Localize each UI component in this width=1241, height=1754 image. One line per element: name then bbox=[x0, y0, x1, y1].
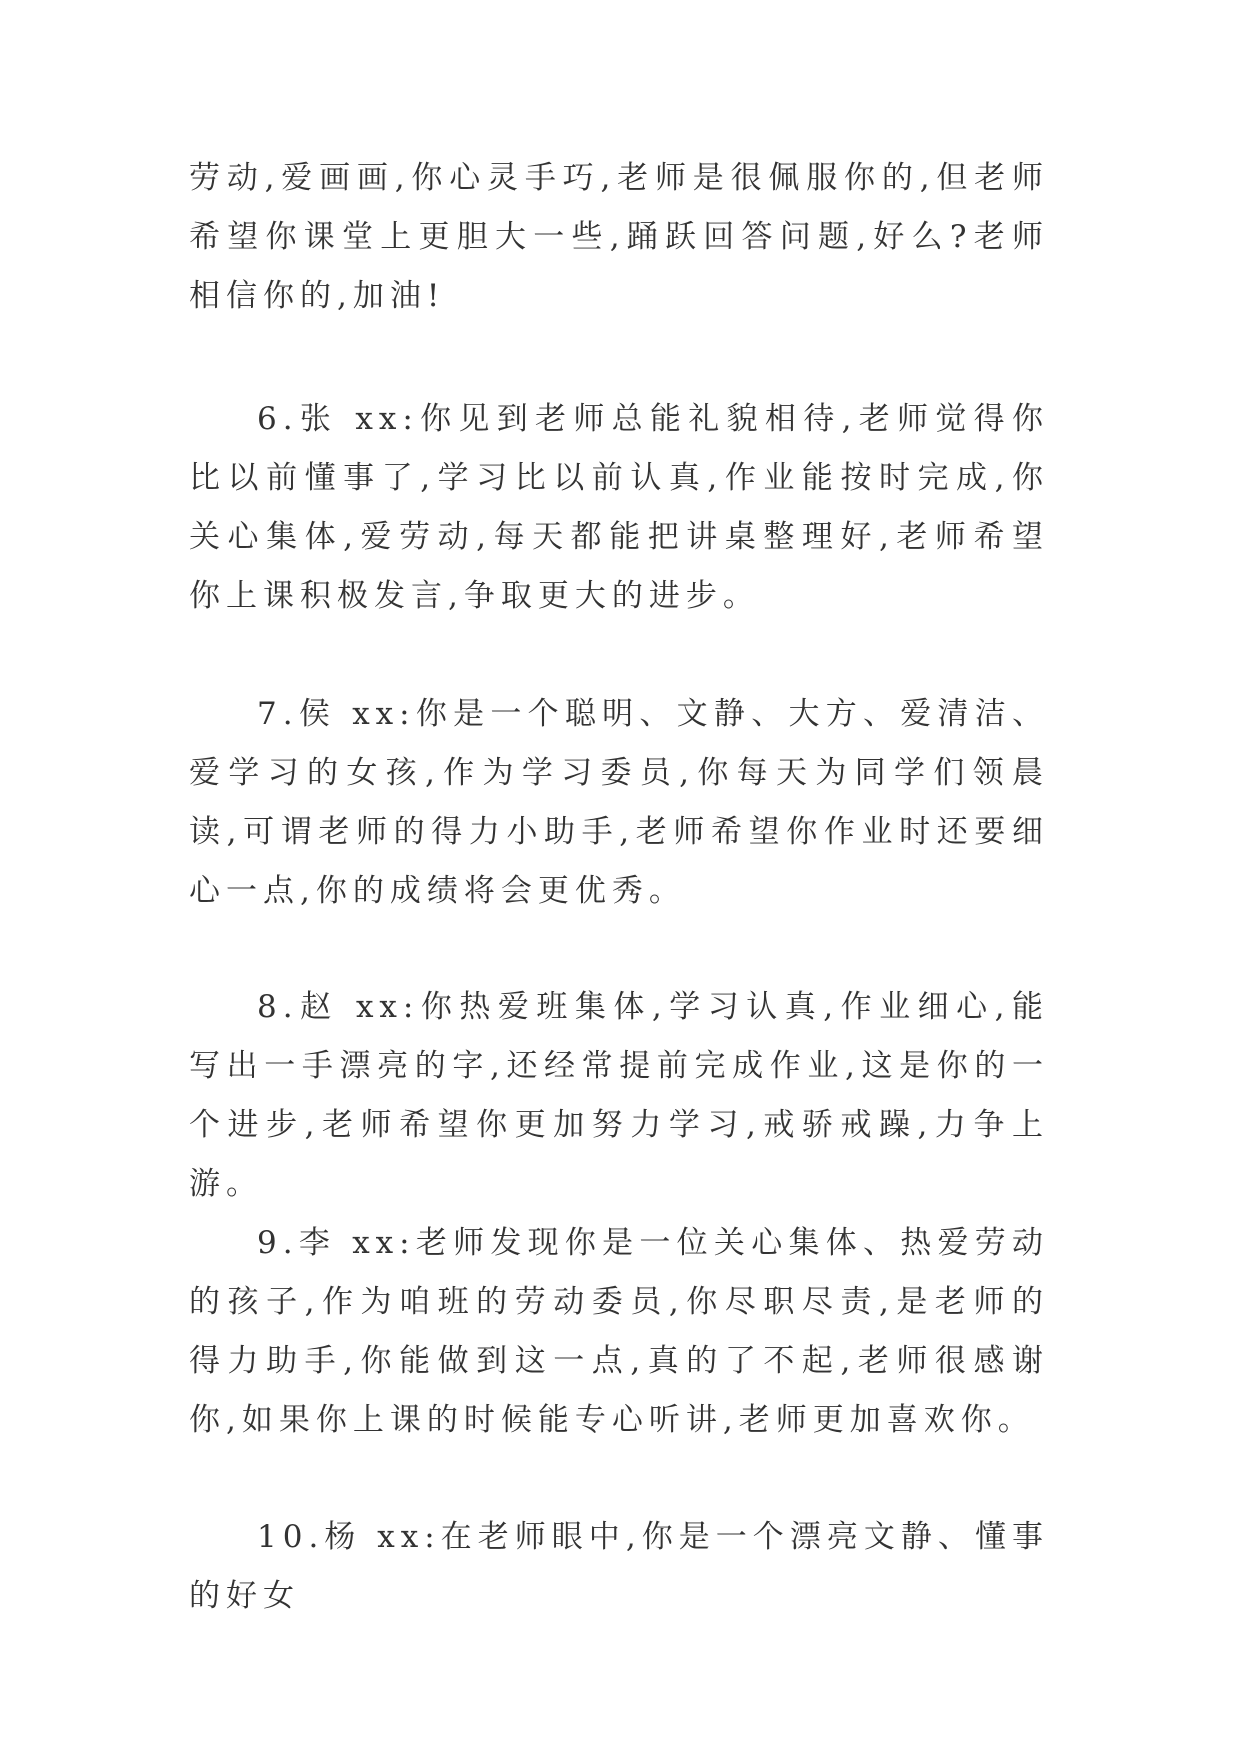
paragraph-comment-8: 8.赵 xx:你热爱班集体,学习认真,作业细心,能写出一手漂亮的字,还经常提前完成作业,这是你的一个进步,老师希望你更加努力学习,戒骄戒躁,力争上游。 bbox=[189, 989, 1049, 1202]
paragraph-comment-9: 9.李 xx:老师发现你是一位关心集体、热爱劳动的孩子,作为咱班的劳动委员,你尽职尽责,是老师的得力助手,你能做到这一点,真的了不起,老师很感谢你,如果你上课的时候能专心听讲,老师更加喜欢你。 bbox=[189, 1225, 1049, 1438]
text-block-4 bbox=[189, 978, 1049, 1214]
text-block-3 bbox=[189, 685, 1049, 921]
text-block-2 bbox=[189, 390, 1049, 626]
text-block-6 bbox=[189, 1508, 1049, 1626]
text-block-5 bbox=[189, 1214, 1049, 1450]
text-block-1 bbox=[189, 149, 1049, 326]
paragraph-continuation: 劳动,爱画画,你心灵手巧,老师是很佩服你的,但老师希望你课堂上更胆大一些,踊跃回答问题,好么?老师相信你的,加油! bbox=[189, 160, 1049, 314]
paragraph-comment-7: 7.侯 xx:你是一个聪明、文静、大方、爱清洁、爱学习的女孩,作为学习委员,你每天为同学们领晨读,可谓老师的得力小助手,老师希望你作业时还要细心一点,你的成绩将会更优秀。 bbox=[189, 696, 1049, 909]
paragraph-comment-10: 10.杨 xx:在老师眼中,你是一个漂亮文静、懂事的好女 bbox=[189, 1519, 1049, 1614]
paragraph-comment-6: 6.张 xx:你见到老师总能礼貌相待,老师觉得你比以前懂事了,学习比以前认真,作业能按时完成,你关心集体,爱劳动,每天都能把讲桌整理好,老师希望你上课积极发言,争取更大的进步。 bbox=[189, 401, 1049, 614]
